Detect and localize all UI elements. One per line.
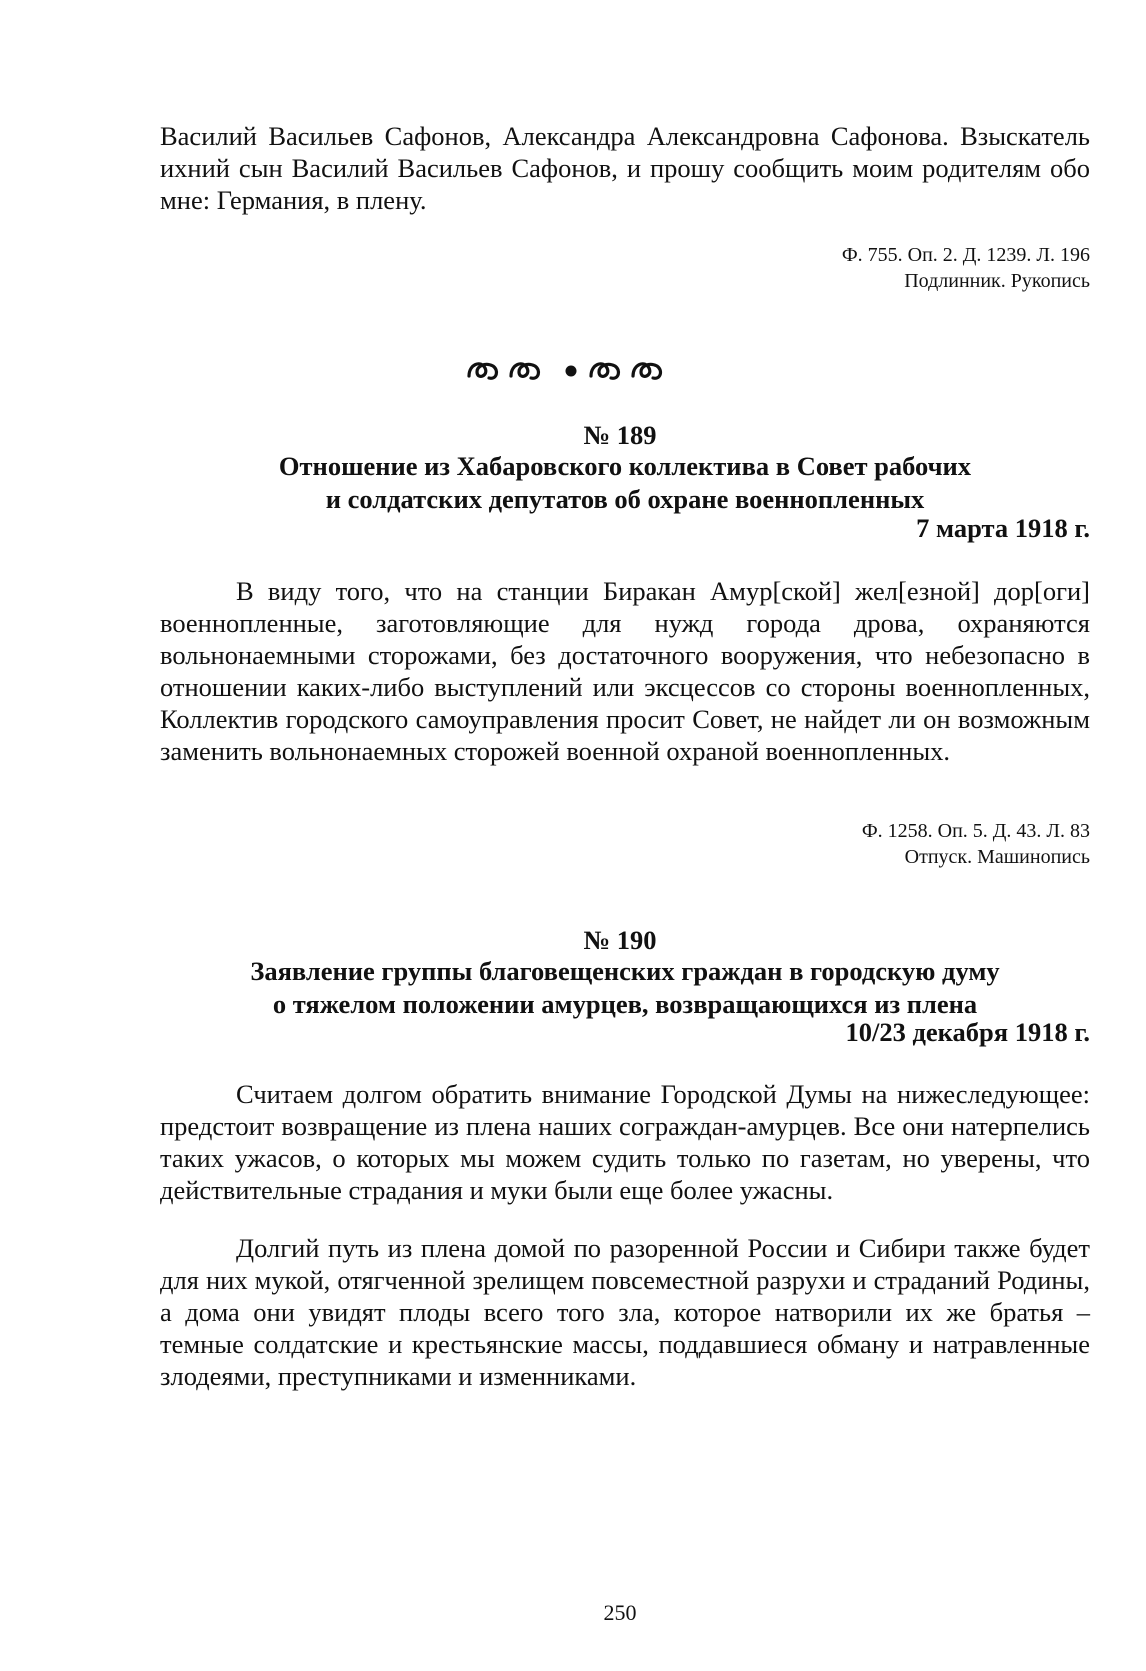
doc-190-title-line2: о тяжелом положении амурцев, возвращающихся из плена (272, 989, 978, 1019)
doc-190-paragraph-2: Долгий путь из плена домой по разоренной России и Сибири также будет для них мукой, отягченной зрелищем повсеместной разрухи и страданий Родины, а дома они увидят плоды всего того зла, которое натворили их же братья – темные солдатские и крестьянские массы, поддавшиеся обману и натравленные злодеями, преступниками и изменниками. (160, 1233, 1090, 1391)
source-note-188 (842, 242, 1090, 294)
doc-190-paragraph-1: Считаем долгом обратить внимание Городской Думы на нижеследующее: предстоит возвращение из плена наших сограждан-амурцев. Все они натерпелись таких ужасов, о которых мы можем судить только по газетам, но уверены, что действительные страдания и муки были еще более ужасны. (160, 1079, 1090, 1205)
page-number: 250 (603, 1600, 637, 1625)
source-note-189 (862, 818, 1090, 870)
doc-189-number: № 189 (583, 420, 657, 450)
doc-189-title-line2: и солдатских депутатов об охране военнопленных (325, 484, 925, 514)
doc-189-title (160, 450, 1090, 516)
doc-190-title (160, 955, 1090, 1021)
doc-189-body: В виду того, что на станции Биракан Амур[ской] жел[езной] дор[оги] военнопленные, заготовляющие для нужд города дрова, охраняются вольнонаемными сторожами, без достаточного вооружения, что небезопасно в отношении каких-либо выступлений или эксцессов со стороны военнопленных, Коллектив городского самоуправления просит Совет, не найдет ли он возможным заменить вольнонаемных сторожей военной охраной военнопленных. (160, 576, 1090, 766)
section-ornament (0, 352, 1146, 396)
source-ref-189: Ф. 1258. Оп. 5. Д. 43. Л. 83 (861, 820, 1090, 842)
source-type-188: Подлинник. Рукопись (904, 270, 1090, 292)
ornament-icon (463, 352, 683, 388)
source-type-189: Отпуск. Машинопись (904, 846, 1090, 868)
doc-189-date: 7 марта 1918 г. (916, 513, 1090, 543)
doc-189-title-line1: Отношение из Хабаровского коллектива в Совет рабочих (278, 451, 972, 481)
doc-190-number: № 190 (583, 925, 657, 955)
doc-190-title-line1: Заявление группы благовещенских граждан в городскую думу (250, 956, 1000, 986)
doc-190-date: 10/23 декабря 1918 г. (845, 1017, 1090, 1047)
source-ref-188: Ф. 755. Оп. 2. Д. 1239. Л. 196 (841, 244, 1090, 266)
intro-paragraph: Василий Васильев Сафонов, Александра Александровна Сафонова. Взыскатель ихний сын Василий Васильев Сафонов, и прошу сообщить моим родителям обо мне: Германия, в плену. (160, 121, 1090, 215)
